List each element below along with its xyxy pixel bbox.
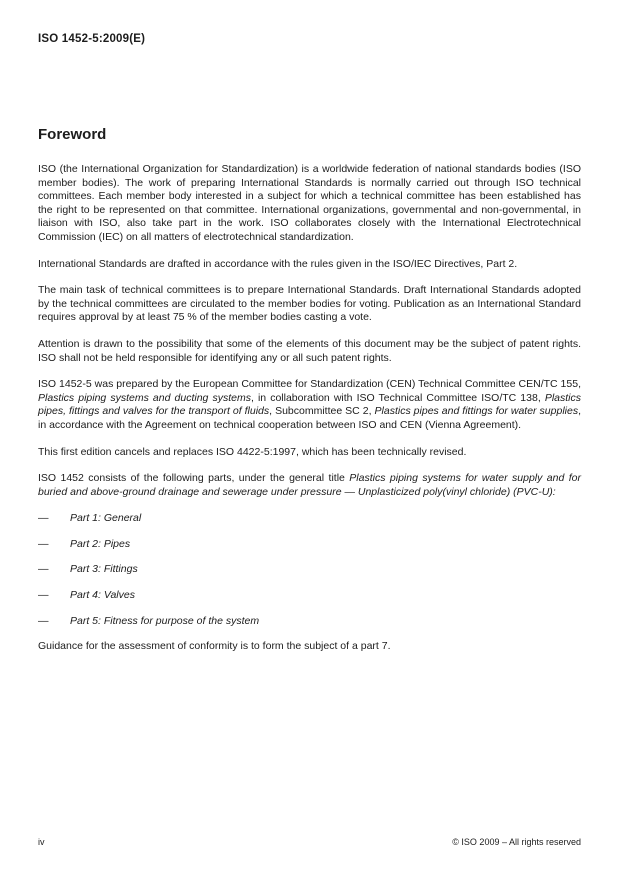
list-item-label: Part 5: Fitness for purpose of the system: [70, 614, 260, 627]
document-reference-header: ISO 1452-5:2009(E): [38, 33, 146, 45]
copyright-notice: © ISO 2009 – All rights reserved: [452, 837, 581, 847]
parts-list: [38, 512, 581, 628]
list-item-part-4: [38, 589, 581, 603]
paragraph-series-title: [38, 472, 581, 499]
list-item-part-1: [38, 512, 581, 526]
list-item-part-5: [38, 615, 581, 629]
list-item-label: Part 4: Valves: [70, 589, 135, 602]
list-dash: —: [38, 512, 49, 525]
foreword-heading: Foreword: [38, 126, 107, 143]
series-run-italic-title: Plastics piping systems for water supply and for buried and above-ground drainage and sewerage under pressure — Unplasticized poly(vinyl chloride) (PVC-U):: [38, 472, 581, 498]
prepared-run-plain-4: , in accordance with the Agreement on technical cooperation between ISO and CEN (Vienna Agreement).: [38, 405, 581, 431]
prepared-run-plain-1: ISO 1452-5 was prepared by the European Committee for Standardization (CEN) Technical Committee CEN/TC 155,: [38, 378, 581, 391]
series-run-plain: ISO 1452 consists of the following parts, under the general title: [38, 472, 350, 485]
paragraph-guidance: Guidance for the assessment of conformity is to form the subject of a part 7.: [38, 640, 391, 653]
prepared-run-italic-1: Plastics piping systems and ducting systems: [38, 391, 251, 404]
paragraph-directives: International Standards are drafted in accordance with the rules given in the ISO/IEC Directives, Part 2.: [38, 257, 518, 270]
paragraph-prepared-by: [38, 378, 581, 432]
list-dash: —: [38, 614, 49, 627]
paragraph-main-task: The main task of technical committees is to prepare International Standards. Draft International Standards adopted by the technical committees are circulated to the member bodies for voting. Publication as an International Standard requires approval by at least 75 % of the member bodies casting a vote.: [38, 284, 581, 324]
page-content: [38, 33, 581, 667]
list-dash: —: [38, 563, 49, 576]
list-dash: —: [38, 537, 49, 550]
paragraph-first-edition: This first edition cancels and replaces ISO 4422-5:1997, which has been technically revised.: [38, 445, 467, 458]
list-item-part-3: [38, 563, 581, 577]
list-item-label: Part 2: Pipes: [70, 537, 131, 550]
page-footer: [38, 837, 581, 847]
paragraph-iso-federation: ISO (the International Organization for Standardization) is a worldwide federation of national standards bodies (ISO member bodies). The work of preparing International Standards is normally carried out through ISO technical committees. Each member body interested in a subject for which a technical committee has been established has the right to be represented on that committee. International organizations, governmental and non-governmental, in liaison with ISO, also take part in the work. ISO collaborates closely with the International Electrotechnical Commission (IEC) on all matters of electrotechnical standardization.: [38, 163, 581, 243]
prepared-run-plain-2: , in collaboration with ISO Technical Committee ISO/TC 138,: [250, 391, 545, 404]
prepared-run-italic-3: Plastics pipes and fittings for water supplies: [374, 405, 579, 418]
paragraph-patent-rights: Attention is drawn to the possibility that some of the elements of this document may be the subject of patent rights. ISO shall not be held responsible for identifying any or all such patent rights.: [38, 337, 581, 364]
list-item-part-2: [38, 538, 581, 552]
page-number: iv: [38, 837, 45, 847]
list-dash: —: [38, 589, 49, 602]
list-item-label: Part 1: General: [70, 512, 142, 525]
list-item-label: Part 3: Fittings: [70, 563, 138, 576]
prepared-run-italic-2: Plastics pipes, fittings and valves for the transport of fluids: [38, 391, 582, 418]
prepared-run-plain-3: , Subcommittee SC 2,: [269, 405, 375, 418]
